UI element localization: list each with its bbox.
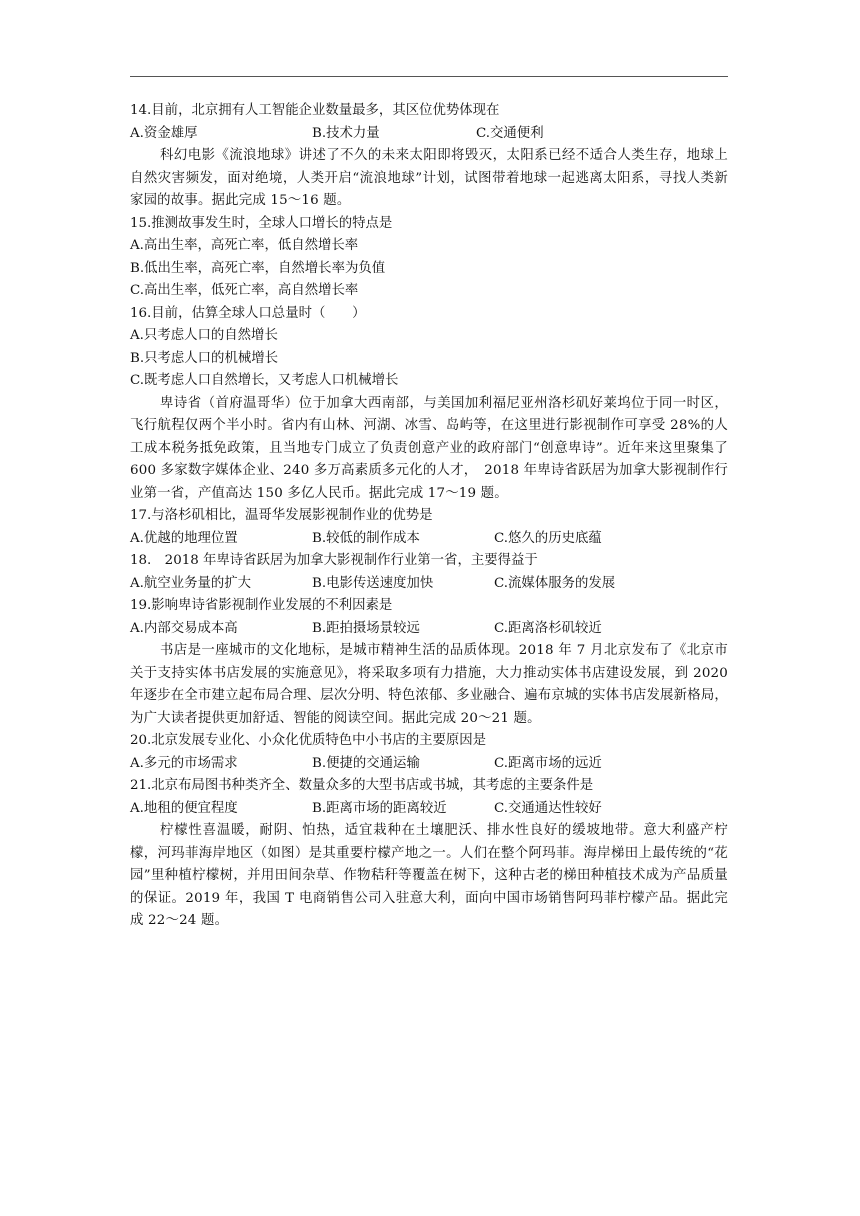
- header-rule: [130, 76, 728, 77]
- option-a: A.资金雄厚: [130, 125, 198, 141]
- question-19-stem: 19.影响卑诗省影视制作业发展的不利因素是: [130, 598, 393, 613]
- question-16-option-c: C.既考虑人口自然增长，又考虑人口机械增长: [130, 373, 399, 388]
- question-16-option-b: B.只考虑人口的机械增长: [130, 350, 279, 366]
- question-14-options: [130, 123, 728, 146]
- option-a: A.优越的地理位置: [130, 530, 238, 546]
- option-a: A.内部交易成本高: [130, 620, 238, 636]
- passage-17-19: 卑诗省（首府温哥华）位于加拿大西南部，与美国加利福尼亚州洛杉矶好莱坞位于同一时区，飞行航程仅两个半小时。省内有山林、河湖、冰雪、岛屿等，在这里进行影视制作可享受 28%的人工成本税务抵免政策，且当地专门成立了负责创意产业的政府部门“创意卑诗”。近年来这里聚集了 600 多家数字媒体企业、240 多万高素质多元化的人才， 2018 年卑诗省跃居为加拿大影视制作行业第一省，产值高达 150 多亿人民币。据此完成 17～19 题。: [130, 395, 728, 501]
- option-a: A.地租的便宜程度: [130, 800, 238, 816]
- option-a: A.多元的市场需求: [130, 755, 238, 771]
- question-20-options: [130, 753, 728, 776]
- option-a: A.航空业务量的扩大: [130, 575, 252, 591]
- option-c: C.交通通达性较好: [494, 800, 602, 816]
- option-c: C.距离市场的远近: [494, 755, 602, 771]
- question-17-options: [130, 528, 728, 551]
- question-16-stem: 16.目前，估算全球人口总量时（ ）: [130, 305, 366, 321]
- question-18-options: [130, 573, 728, 596]
- passage-22-24: 柠檬性喜温暖，耐阴、怕热，适宜栽种在土壤肥沃、排水性良好的缓坡地带。意大利盛产柠檬，河玛菲海岸地区（如图）是其重要柠檬产地之一。人们在整个阿玛菲。海岸梯田上最传统的“花园”里种植柠檬树，并用田间杂草、作物秸秆等覆盖在树下，这种古老的梯田种植技术成为产品质量的保证。2019 年，我国 T 电商销售公司入驻意大利，面向中国市场销售阿玛菲柠檬产品。据此完成 22～24 题。: [130, 823, 728, 928]
- question-21-stem: 21.北京布局图书种类齐全、数量众多的大型书店或书城，其考虑的主要条件是: [130, 778, 594, 793]
- option-b: B.较低的制作成本: [312, 530, 420, 546]
- question-17-stem: 17.与洛杉矶相比，温哥华发展影视制作业的优势是: [130, 508, 433, 523]
- question-15-option-b: B.低出生率，高死亡率，自然增长率为负值: [130, 260, 386, 276]
- option-b: B.技术力量: [312, 125, 380, 141]
- question-14-stem: 14.目前，北京拥有人工智能企业数量最多，其区位优势体现在: [130, 103, 500, 118]
- question-16-option-a: A.只考虑人口的自然增长: [130, 328, 278, 343]
- option-b: B.便捷的交通运输: [312, 755, 420, 771]
- option-c: C.悠久的历史底蕴: [494, 530, 602, 546]
- option-b: B.电影传送速度加快: [312, 575, 434, 591]
- option-c: C.交通便利: [476, 125, 544, 141]
- option-b: B.距离市场的距离较近: [312, 800, 447, 816]
- passage-15-16: 科幻电影《流浪地球》讲述了不久的未来太阳即将毁灭，太阳系已经不适合人类生存，地球上自然灾害频发，面对绝境，人类开启“流浪地球”计划，试图带着地球一起逃离太阳系，寻找人类新家园的故事。据此完成 15～16 题。: [130, 148, 728, 208]
- passage-20-21: 书店是一座城市的文化地标，是城市精神生活的品质体现。2018 年 7 月北京发布了《北京市关于支持实体书店发展的实施意见》，将采取多项有力措施，大力推动实体书店建设发展，到 2020 年逐步在全市建立起布局合理、层次分明、特色浓郁、多业融合、遍布京城的实体书店发展新格局，为广大读者提供更加舒适、智能的阅读空间。据此完成 20～21 题。: [130, 643, 728, 726]
- exam-page: [130, 100, 728, 933]
- question-15-option-a: A.高出生率，高死亡率，低自然增长率: [130, 238, 359, 253]
- option-c: C.距离洛杉矶较近: [494, 620, 602, 636]
- question-19-options: [130, 618, 728, 641]
- question-20-stem: 20.北京发展专业化、小众化优质特色中小书店的主要原因是: [130, 733, 487, 748]
- question-21-options: [130, 798, 728, 821]
- option-c: C.流媒体服务的发展: [494, 575, 616, 591]
- option-b: B.距拍摄场景较远: [312, 620, 420, 636]
- question-18-stem: 18. 2018 年卑诗省跃居为加拿大影视制作行业第一省，主要得益于: [130, 553, 538, 568]
- question-15-stem: 15.推测故事发生时，全球人口增长的特点是: [130, 215, 393, 231]
- question-15-option-c: C.高出生率，低死亡率，高自然增长率: [130, 283, 359, 298]
